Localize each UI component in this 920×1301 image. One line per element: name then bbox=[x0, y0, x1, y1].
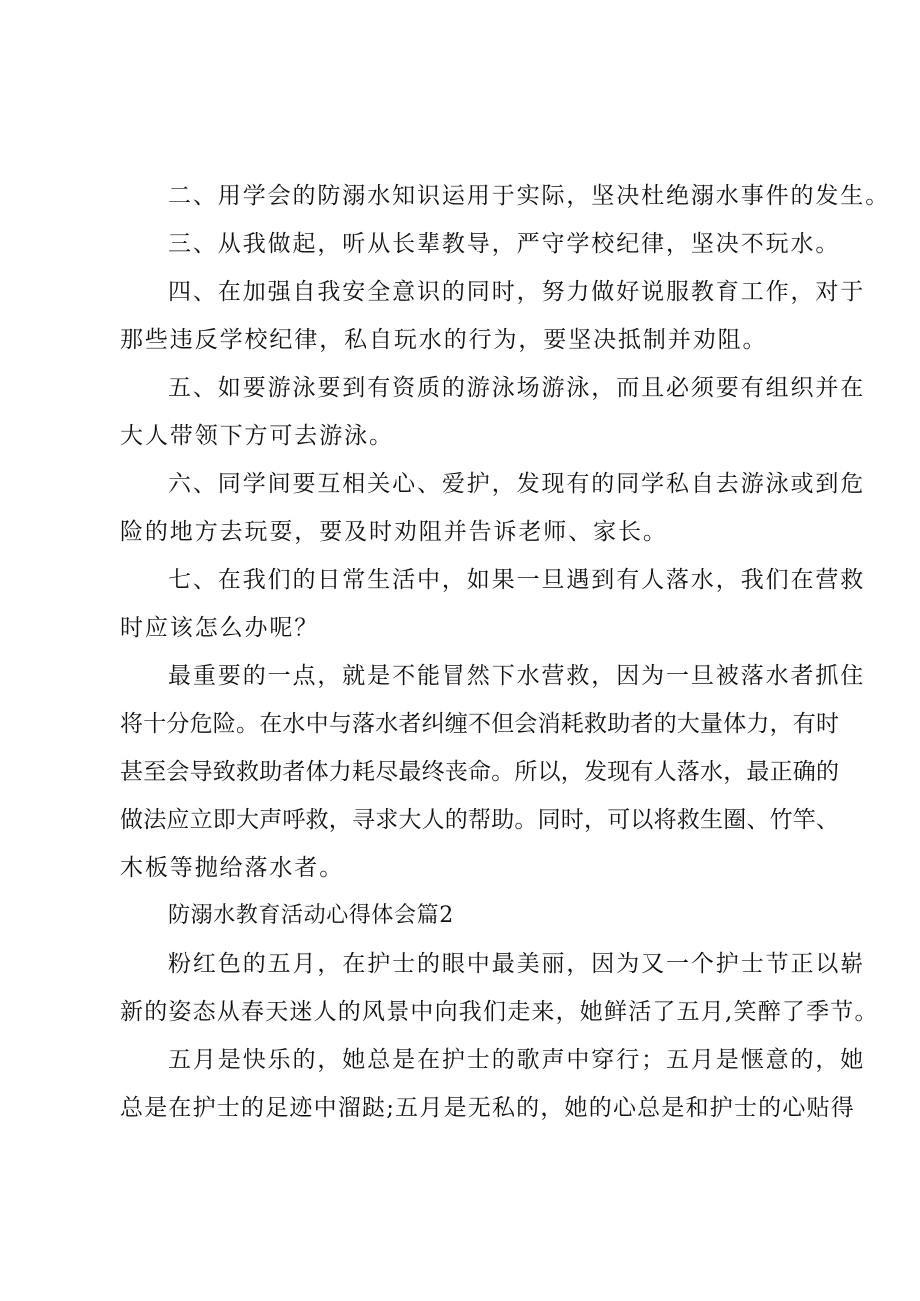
paragraph-rule-4 bbox=[120, 268, 866, 364]
paragraph-rule-3 bbox=[120, 220, 841, 268]
text-line: 将十分危险。在水中与落水者纠缠不但会消耗救助者的大量体力，有时 bbox=[120, 711, 840, 737]
text-line: 三、从我做起，听从长辈教导，严守学校纪律，坚决不玩水。 bbox=[168, 231, 841, 257]
text-line: 甚至会导致救助者体力耗尽最终丧命。所以，发现有人落水，最正确的 bbox=[120, 759, 840, 785]
text-line: 五月是快乐的，她总是在护士的歌声中穿行；五月是惬意的，她 bbox=[168, 1047, 866, 1073]
text-line: 最重要的一点，就是不能冒然下水营救，因为一旦被落水者抓住 bbox=[168, 663, 866, 689]
text-line: 二、用学会的防溺水知识运用于实际，坚决杜绝溺水事件的发生。 bbox=[168, 183, 891, 209]
text-line: 总是在护士的足迹中溜跶;五月是无私的，她的心总是和护士的心贴得 bbox=[120, 1095, 855, 1121]
paragraph-may-joy bbox=[120, 1036, 866, 1132]
section-heading bbox=[120, 892, 828, 940]
text-line: 粉红色的五月，在护士的眼中最美丽，因为又一个护士节正以崭 bbox=[168, 951, 866, 977]
text-line: 时应该怎么办呢？ bbox=[120, 615, 320, 641]
text-line: 四、在加强自我安全意识的同时，努力做好说服教育工作，对于 bbox=[168, 279, 866, 305]
text-line: 险的地方去玩耍，要及时劝阻并告诉老师、家长。 bbox=[120, 519, 668, 545]
text-line: 六、同学间要互相关心、爱护，发现有的同学私自去游泳或到危 bbox=[168, 471, 866, 497]
text-line: 五、如要游泳要到有资质的游泳场游泳，而且必须要有组织并在 bbox=[168, 375, 866, 401]
paragraph-may-intro bbox=[120, 940, 879, 1036]
text-line: 新的姿态从春天迷人的风景中向我们走来，她鲜活了五月,笑醉了季节。 bbox=[120, 999, 879, 1025]
text-line: 那些违反学校纪律，私自玩水的行为，要坚决抵制并劝阻。 bbox=[120, 327, 768, 353]
paragraph-rule-6 bbox=[120, 460, 866, 556]
document-page bbox=[120, 172, 891, 1132]
text-line: 七、在我们的日常生活中，如果一旦遇到有人落水，我们在营救 bbox=[168, 567, 866, 593]
text-line: 木板等抛给落水者。 bbox=[120, 855, 345, 881]
paragraph-rule-2 bbox=[120, 172, 891, 220]
paragraph-rescue-advice bbox=[120, 652, 866, 892]
paragraph-rule-7 bbox=[120, 556, 866, 652]
section-title: 防溺水教育活动心得体会篇2 bbox=[168, 903, 454, 928]
paragraph-rule-5 bbox=[120, 364, 866, 460]
text-line: 做法应立即大声呼救，寻求大人的帮助。同时，可以将救生圈、竹竿、 bbox=[120, 807, 840, 833]
text-line: 大人带领下方可去游泳。 bbox=[120, 423, 394, 449]
